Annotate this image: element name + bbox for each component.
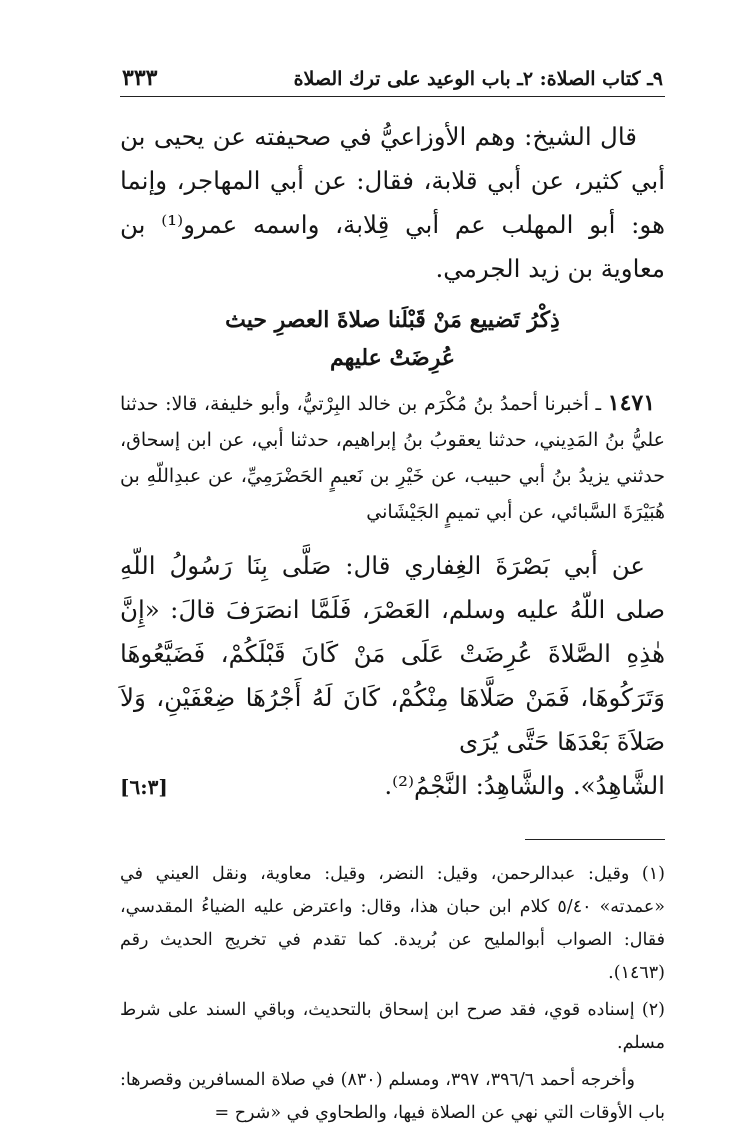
page-header <box>120 60 665 97</box>
section-title-line-1: ذِكْرُ تَضييع مَنْ قَبْلَنا صلاةَ العصرِ حيث <box>225 307 560 333</box>
matn-final-line: الشَّاهِدُ». والشَّاهِدُ: النَّجْمُ⁽²⁾. <box>384 771 665 800</box>
isnad-text: ـ أخبرنا أحمدُ بنُ مُكْرَم بن خالد البِرْتيُّ، وأبو خليفة، قالا: حدثنا عليُّ بنُ المَدِيني، حدثنا يعقوبُ بنُ إبراهيم، حدثنا أبي، عن ابن إسحاق، حدثني يزيدُ بنُ أبي حبيب، عن خَيْرِ بن نَعيمٍ الحَضْرَمِيِّ، عن عبدِاللّهِ بن هُبَيْرَةَ السَّبائي، عن أبي تميمٍ الجَيْشَاني <box>120 393 665 523</box>
book-page <box>120 60 665 1123</box>
hadith-number: ١٤٧١ <box>607 390 656 416</box>
section-title <box>120 301 665 377</box>
hadith-matn-end <box>120 764 665 809</box>
commentary-paragraph: قال الشيخ: وهم الأوزاعيُّ في صحيفته عن يحيى بن أبي كثير، عن أبي قلابة، فقال: عن أبي المهاجر، وإنما هو: أبو المهلب عم أبي قِلابة، واسمه عمرو⁽¹⁾ بن معاوية بن زيد الجرمي. <box>120 122 665 283</box>
page-number: ٣٣٣ <box>122 65 158 91</box>
footnote-2: (٢) إسناده قوي، فقد صرح ابن إسحاق بالتحديث، وباقي السند على شرط مسلم. <box>120 1000 665 1053</box>
footnote-2-continuation: وأخرجه أحمد ٣٩٦/٦، ٣٩٧، ومسلم (٨٣٠) في صلاة المسافرين وقصرها: باب الأوقات التي نهي عن الصلاة فيها، والطحاوي في «شرح = <box>120 1070 665 1123</box>
footnote-1: (١) وقيل: عبدالرحمن، وقيل: النضر، وقيل: معاوية، ونقل العيني في «عمدته» ٥/٤٠ كلام ابن حبان هذا، وقال: واعترض عليه الضياءُ المقدسي، فقال: الصواب أبوالمليح عن بُريدة. كما تقدم في تخريج الحديث رقم (١٤٦٣). <box>120 864 665 983</box>
hadith-matn: عن أبي بَصْرَةَ الغِفاري قال: صَلَّى بِنَا رَسُولُ اللّهِ صلى اللّهُ عليه وسلم، العَصْرَ، فَلَمَّا انصَرَفَ قالَ: «إِنَّ هٰذِهِ الصَّلاةَ عُرِضَتْ عَلَى مَنْ كَانَ قَبْلَكُمْ، فَضَيَّعُوهَا وَتَرَكُوهَا، فَمَنْ صَلَّاهَا مِنْكُمْ، كَانَ لَهُ أَجْرُهَا ضِعْفَيْنِ، وَلاَ صَلاَةَ بَعْدَهَا حَتَّى يُرَى <box>120 551 665 756</box>
section-title-line-2: عُرِضَتْ عليهم <box>329 345 456 371</box>
reference-tag: [٦:٣] <box>120 775 168 799</box>
footnote-divider <box>525 839 665 840</box>
running-head: ٩ـ كتاب الصلاة: ٢ـ باب الوعيد على ترك الصلاة <box>293 68 663 90</box>
hadith-isnad <box>120 385 665 530</box>
